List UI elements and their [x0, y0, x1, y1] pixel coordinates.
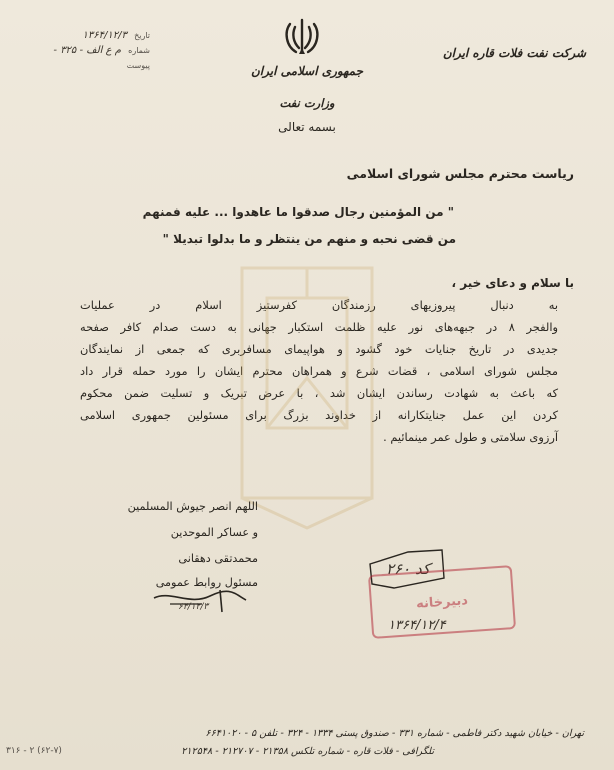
attachment-label: پیوست	[126, 61, 150, 70]
greeting: با سلام و دعای خیر ،	[451, 276, 574, 290]
box-prefix: کد	[414, 560, 430, 578]
date-line	[30, 30, 150, 41]
recipient: ریاست محترم مجلس شورای اسلامی	[346, 166, 574, 181]
date-value: ۱۳۶۴/۱۲/۳	[82, 30, 127, 41]
archive-watermark-icon	[212, 258, 402, 538]
body-line-1: به دنبال پیروزیهای رزمندگان کفرستیز اسلام در عملیات	[80, 298, 558, 312]
closing-line-2: و عساکر الموحدین	[170, 526, 258, 539]
body-line-4: مجلس شورای اسلامی ، قضات شرع و همراهان محترم ایشان را مورد حمله قرار داد	[80, 364, 558, 378]
company-name: شرکت نفت فلات قاره ایران	[442, 46, 586, 60]
signer-title: مسئول روابط عمومی	[155, 576, 258, 589]
number-line	[30, 45, 150, 56]
ministry-name: وزارت نفت	[279, 96, 335, 110]
body-line-7: آرزوی سلامتی و طول عمر مینمائیم .	[383, 430, 558, 444]
stamp-handwriting: ۱۳۶۴/۱۲/۴	[388, 618, 446, 633]
number-label: شماره	[128, 46, 150, 55]
signer-name: محمدتقی دهقانی	[178, 552, 258, 565]
date-label: تاریخ	[134, 31, 150, 40]
body-line-6: کردن این عمل جنایتکارانه از خداوند بزرگ برای مسئولین جمهوری اسلامی	[80, 408, 558, 422]
quote-line-2: من قضی نحبه و منهم من ینتظر و ما بدلوا تبدیلا "	[162, 232, 456, 246]
body-line-3: جدیدی در تاریخ جنایات خود گشود و هواپیمای مسافربری که جمعی از نمایندگان	[80, 342, 558, 356]
footer-telegraph: تلگرافی - فلات قاره - شماره تلکس ۲۱۳۵۸ - ۲۱۲۷۰۷ - ۲۱۲۵۴۸	[181, 746, 434, 757]
stamp-text: دبیرخانه	[415, 592, 469, 612]
attachment-line	[30, 60, 150, 71]
footer-address: تهران - خیابان شهید دکتر فاطمی - شماره ۳۳۱ - صندوق پستی ۱۳۳۴ - ۳۲۴ - تلفن ۵ - ۶۶۴۱۰۲۰	[205, 728, 584, 739]
form-code: ۳۱۶ - ۲ (۶۲-۷)	[6, 746, 62, 756]
iran-emblem-icon	[280, 14, 324, 58]
number-value: م ع الف - ۳۲۵ -	[53, 45, 121, 56]
box-value: ۲۶۰	[386, 560, 411, 578]
signature-date: ۶۴/۱۲/۳	[178, 602, 209, 612]
closing-line-1: اللهم انصر جیوش المسلمین	[127, 500, 258, 513]
body-line-2: والفجر ۸ در جبهه‌های نور علیه ظلمت استکبار جهانی به دست صدام کافر صفحه	[80, 320, 558, 334]
quote-line-1: " من المؤمنین رجال صدقوا ما عاهدوا ... علیه فمنهم	[142, 205, 454, 219]
invocation: بسمه تعالی	[278, 120, 336, 134]
country-name: جمهوری اسلامی ایران	[250, 64, 364, 78]
body-line-5: که باعث به شهادت رساندن ایشان شد ، با عرض تبریک و تسلیت ضمن محکوم	[80, 386, 558, 400]
